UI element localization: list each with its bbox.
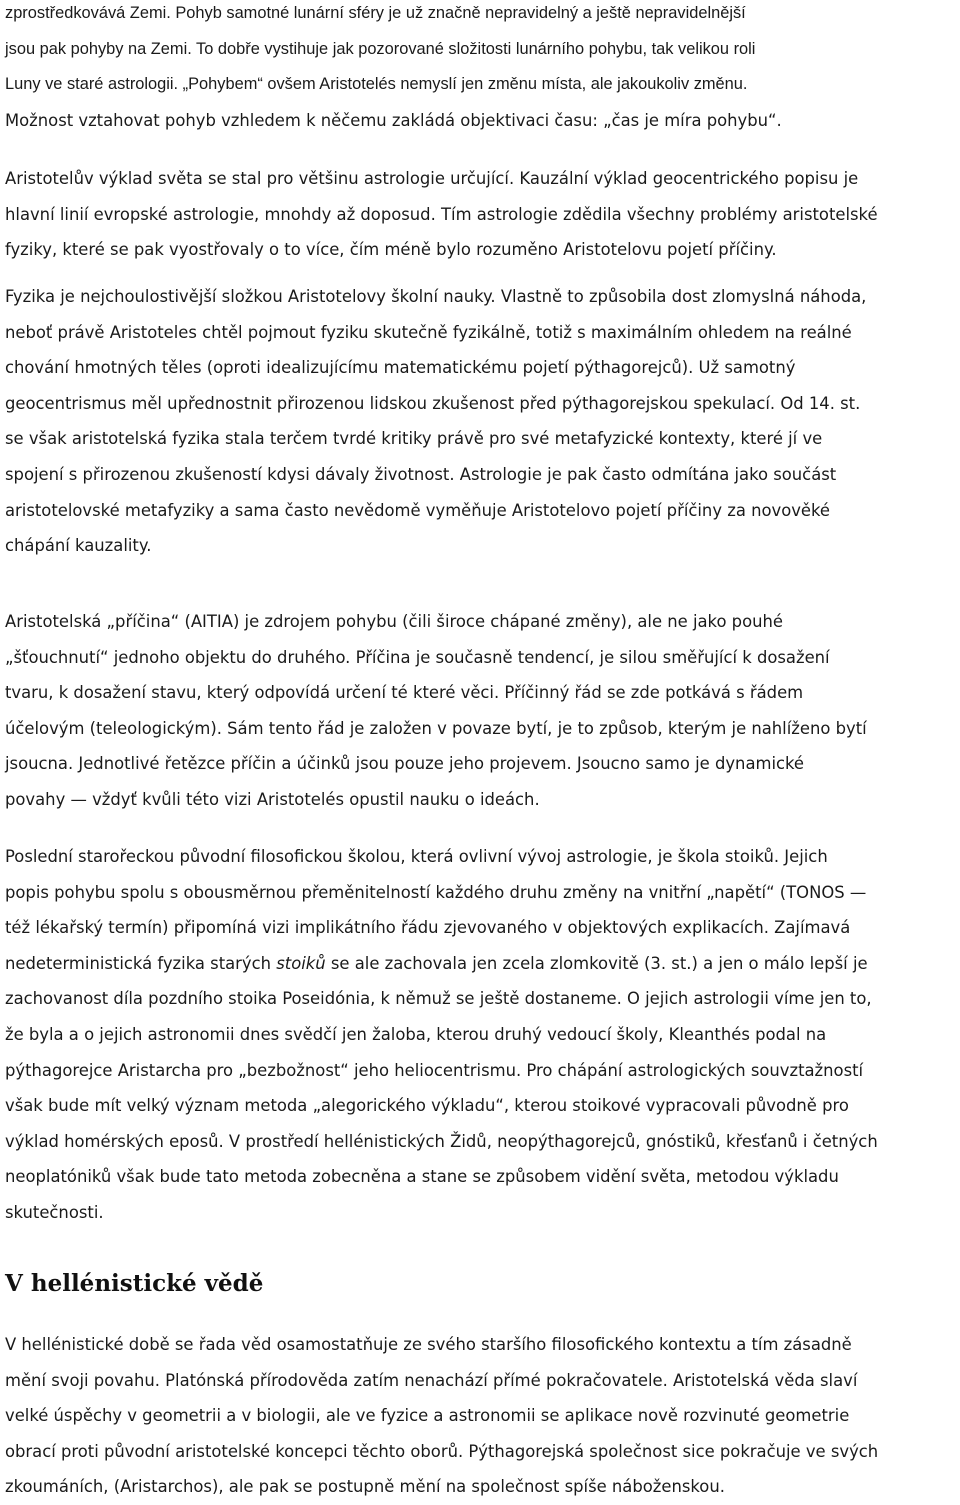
text-line: zprostředkovává Zemi. Pohyb samotné lunární sféry je už značně nepravidelný a ještě nepravidelnější bbox=[5, 4, 746, 22]
text-line: též lékařský termín) připomíná vizi implikátního řádu zjevovaného v objektových explikacích. Zajímavá bbox=[5, 918, 851, 938]
emphasis-stoiku: stoiků bbox=[276, 953, 326, 973]
text-line: jsoucna. Jednotlivé řetězce příčin a účinků jsou pouze jeho projevem. Jsoucno samo je dynamické bbox=[5, 754, 805, 774]
text-line: se však aristotelská fyzika stala terčem tvrdé kritiky právě pro své metafyzické kontexty, které jí ve bbox=[5, 429, 823, 449]
text-line: pýthagorejce Aristarcha pro „bezbožnost“ jeho heliocentrismu. Pro chápání astrologických souvztažností bbox=[5, 1060, 864, 1080]
text-line: hlavní linií evropské astrologie, mnohdy až doposud. Tím astrologie zdědila všechny problémy aristotelské bbox=[5, 204, 878, 224]
text-line: Poslední starořeckou původní filosofickou školou, která ovlivní vývoj astrologie, je škola stoiků. Jejich bbox=[5, 847, 828, 866]
text-line: Luny ve staré astrologii. „Pohybem“ ovšem Aristotelés nemyslí jen změnu místa, ale jakoukoliv změnu. bbox=[5, 75, 748, 94]
paragraph-3 bbox=[5, 279, 957, 564]
text-line: Možnost vztahovat pohyb vzhledem k něčemu zakládá objektivaci času: „čas je míra pohybu“. bbox=[5, 110, 782, 130]
text-line: že byla a o jejich astronomii dnes svědčí jen žaloba, kterou druhý vedoucí školy, Kleanthés podal na bbox=[5, 1024, 827, 1044]
paragraph-2 bbox=[5, 161, 957, 268]
text-line: obrací proti původní aristotelské koncepci těchto oborů. Pýthagorejská společnost sice pokračuje ve svých bbox=[5, 1441, 879, 1461]
text-line: Fyzika je nejchoulostivější složkou Aristotelovy školní nauky. Vlastně to způsobila dost zlomyslná náhoda, bbox=[5, 287, 867, 306]
text-line: zachovanost díla pozdního stoika Poseidónia, k němuž se ještě dostaneme. O jejich astrologii víme jen to, bbox=[5, 989, 872, 1009]
section-heading: V hellénistické vědě bbox=[5, 1270, 264, 1297]
text-line: neboť právě Aristoteles chtěl pojmout fyziku skutečně fyzikálně, totiž s maximálním ohledem na reálné bbox=[5, 322, 852, 342]
text-line: popis pohybu spolu s obousměrnou přeměnitelností každého druhu změny na vnitřní „napětí“ (TONOS — bbox=[5, 882, 867, 902]
text-fragment: nedeterministická fyzika starých bbox=[5, 953, 277, 973]
text-line: jsou pak pohyby na Zemi. To dobře vystihuje jak pozorované složitosti lunárního pohybu, tak velikou roli bbox=[5, 39, 756, 58]
paragraph-1 bbox=[5, 0, 957, 138]
text-line: geocentrismus měl upřednostnit přirozenou lidskou zkušenost před pýthagorejskou spekulací. Od 14. st. bbox=[5, 393, 861, 413]
text-line bbox=[5, 946, 957, 982]
text-line: neoplatóniků však bude tato metoda zobecněna a stane se způsobem vidění světa, metodou výkladu bbox=[5, 1167, 839, 1187]
text-line: V hellénistické době se řada věd osamostatňuje ze svého staršího filosofického kontextu a tím zásadně bbox=[5, 1335, 852, 1354]
paragraph-5 bbox=[5, 839, 957, 1231]
text-line: zkoumáních, (Aristarchos), ale pak se postupně mění na společnost spíše náboženskou. bbox=[5, 1477, 725, 1497]
text-line: chápání kauzality. bbox=[5, 536, 152, 556]
text-line: velké úspěchy v geometrii a v biologii, ale ve fyzice a astronomii se aplikace nově rozvinuté geometrie bbox=[5, 1406, 850, 1426]
paragraph-6 bbox=[5, 1327, 957, 1505]
text-line: skutečnosti. bbox=[5, 1202, 104, 1222]
text-line: Aristotelská „příčina“ (AITIA) je zdrojem pohybu (čili široce chápané změny), ale ne jako pouhé bbox=[5, 612, 783, 631]
text-fragment: se ale zachovala jen zcela zlomkovitě (3. st.) a jen o málo lepší je bbox=[325, 953, 868, 973]
text-line: povahy — vždyť kvůli této vizi Aristotelés opustil nauku o ideách. bbox=[5, 789, 540, 809]
text-line: chování hmotných těles (oproti idealizujícímu matematickému pojetí pýthagorejců). Už samotný bbox=[5, 358, 796, 378]
text-line: Aristotelův výklad světa se stal pro většinu astrologie určující. Kauzální výklad geocentrického popisu je bbox=[5, 169, 859, 188]
text-line: aristotelovské metafyziky a sama často nevědomě vyměňuje Aristotelovo pojetí příčiny za novověké bbox=[5, 500, 831, 520]
text-line: tvaru, k dosažení stavu, který odpovídá určení té které věci. Příčinný řád se zde potkává s řádem bbox=[5, 683, 804, 703]
text-line: účelovým (teleologickým). Sám tento řád je založen v povaze bytí, je to způsob, kterým je nahlíženo bytí bbox=[5, 718, 867, 738]
text-line: „šťouchnutí“ jednoho objektu do druhého. Příčina je současně tendencí, je silou směřující k dosažení bbox=[5, 647, 830, 667]
paragraph-4 bbox=[5, 604, 957, 818]
text-line: výklad homérských eposů. V prostředí hellénistických Židů, neopýthagorejců, gnóstiků, křesťanů i četných bbox=[5, 1131, 878, 1151]
text-line: fyziky, které se pak vyostřovaly o to více, čím méně bylo rozuměno Aristotelovu pojetí příčiny. bbox=[5, 240, 777, 260]
text-line: spojení s přirozenou zkušeností kdysi dávaly životnost. Astrologie je pak často odmítána jako součást bbox=[5, 464, 837, 484]
text-line: však bude mít velký význam metoda „alegorického výkladu“, kterou stoikové vypracovali původně pro bbox=[5, 1096, 849, 1116]
text-line: mění svoji povahu. Platónská přírodověda zatím nenachází přímé pokračovatele. Aristotelská věda slaví bbox=[5, 1370, 858, 1390]
